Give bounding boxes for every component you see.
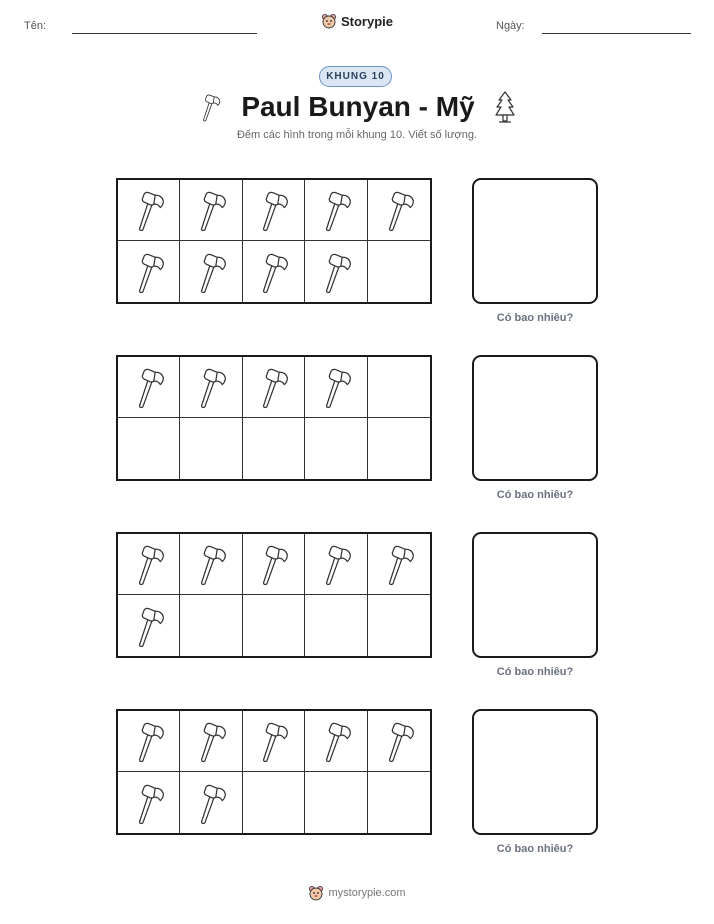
ten-frame-cell: [180, 357, 242, 418]
ten-frame: [116, 709, 432, 835]
ten-frame: [116, 532, 432, 658]
axe-icon: [380, 718, 418, 764]
ten-frame-cell: [180, 241, 242, 302]
bear-logo-icon: [321, 13, 337, 29]
answer-box[interactable]: [472, 709, 598, 835]
ten-frame-cell: [305, 595, 367, 656]
ten-frame-cell: [305, 241, 367, 302]
answer-box[interactable]: [472, 178, 598, 304]
axe-icon: [254, 249, 292, 295]
axe-icon: [254, 364, 292, 410]
axe-icon: [380, 187, 418, 233]
axe-icon: [192, 249, 230, 295]
answer-question-label: Có bao nhiêu?: [496, 666, 574, 678]
axe-icon: [130, 603, 168, 649]
ten-frame-cell: [118, 772, 180, 833]
date-label: Ngày:: [496, 20, 525, 32]
axe-icon: [130, 541, 168, 587]
pine-tree-icon: [493, 90, 517, 124]
ten-frame-cell: [368, 595, 430, 656]
axe-icon: [130, 187, 168, 233]
ten-frame-cell: [180, 534, 242, 595]
answer-box[interactable]: [472, 532, 598, 658]
ten-frame-cell: [368, 711, 430, 772]
ten-frame-cell: [243, 357, 305, 418]
axe-icon: [197, 89, 223, 125]
ten-frame-cell: [243, 534, 305, 595]
axe-icon: [254, 187, 292, 233]
bear-logo-icon: [308, 885, 324, 901]
ten-frame-cell: [368, 241, 430, 302]
ten-frame-cell: [243, 772, 305, 833]
ten-frame-cell: [243, 595, 305, 656]
ten-frame-cell: [180, 418, 242, 479]
axe-icon: [254, 541, 292, 587]
instructions: Đếm các hình trong mỗi khung 10. Viết số lượng.: [236, 129, 477, 141]
ten-frame-cell: [368, 418, 430, 479]
ten-frame-cell: [118, 595, 180, 656]
axe-icon: [317, 364, 355, 410]
name-field[interactable]: [72, 33, 257, 34]
ten-frame-cell: [180, 772, 242, 833]
ten-frame-cell: [118, 357, 180, 418]
ten-frame-cell: [118, 241, 180, 302]
ten-frame-cell: [243, 418, 305, 479]
date-field[interactable]: [542, 33, 691, 34]
ten-frame-cell: [118, 180, 180, 241]
axe-icon: [130, 364, 168, 410]
axe-icon: [254, 718, 292, 764]
ten-frame-cell: [305, 711, 367, 772]
answer-question-label: Có bao nhiêu?: [496, 843, 574, 855]
axe-icon: [317, 541, 355, 587]
axe-icon: [317, 249, 355, 295]
axe-icon: [192, 187, 230, 233]
axe-icon: [192, 780, 230, 826]
ten-frame-cell: [118, 534, 180, 595]
ten-frame-cell: [243, 180, 305, 241]
ten-frame-cell: [305, 180, 367, 241]
ten-frame-cell: [368, 772, 430, 833]
axe-icon: [192, 718, 230, 764]
ten-frame: [116, 178, 432, 304]
axe-icon: [380, 541, 418, 587]
ten-frame-cell: [180, 595, 242, 656]
page-title: Paul Bunyan - Mỹ: [241, 91, 475, 122]
ten-frame-cell: [368, 180, 430, 241]
ten-frame-cell: [180, 180, 242, 241]
ten-frame-cell: [243, 711, 305, 772]
answer-box[interactable]: [472, 355, 598, 481]
ten-frame-cell: [368, 357, 430, 418]
ten-frame-cell: [305, 418, 367, 479]
worksheet-badge: KHUNG 10: [319, 66, 392, 87]
axe-icon: [130, 249, 168, 295]
axe-icon: [317, 718, 355, 764]
axe-icon: [130, 718, 168, 764]
ten-frame-cell: [305, 534, 367, 595]
ten-frame-cell: [243, 241, 305, 302]
axe-icon: [317, 187, 355, 233]
ten-frame-cell: [180, 711, 242, 772]
axe-icon: [192, 364, 230, 410]
answer-question-label: Có bao nhiêu?: [496, 489, 574, 501]
footer: [0, 885, 714, 901]
ten-frame: [116, 355, 432, 481]
brand-logo: [0, 13, 714, 29]
ten-frame-cell: [305, 357, 367, 418]
ten-frame-cell: [368, 534, 430, 595]
ten-frame-cell: [118, 418, 180, 479]
ten-frame-cell: [305, 772, 367, 833]
ten-frame-cell: [118, 711, 180, 772]
brand-name: Storypie: [340, 13, 393, 29]
name-label: Tên:: [24, 20, 47, 32]
axe-icon: [192, 541, 230, 587]
answer-question-label: Có bao nhiêu?: [496, 312, 574, 324]
footer-url: mystorypie.com: [328, 887, 406, 899]
axe-icon: [130, 780, 168, 826]
